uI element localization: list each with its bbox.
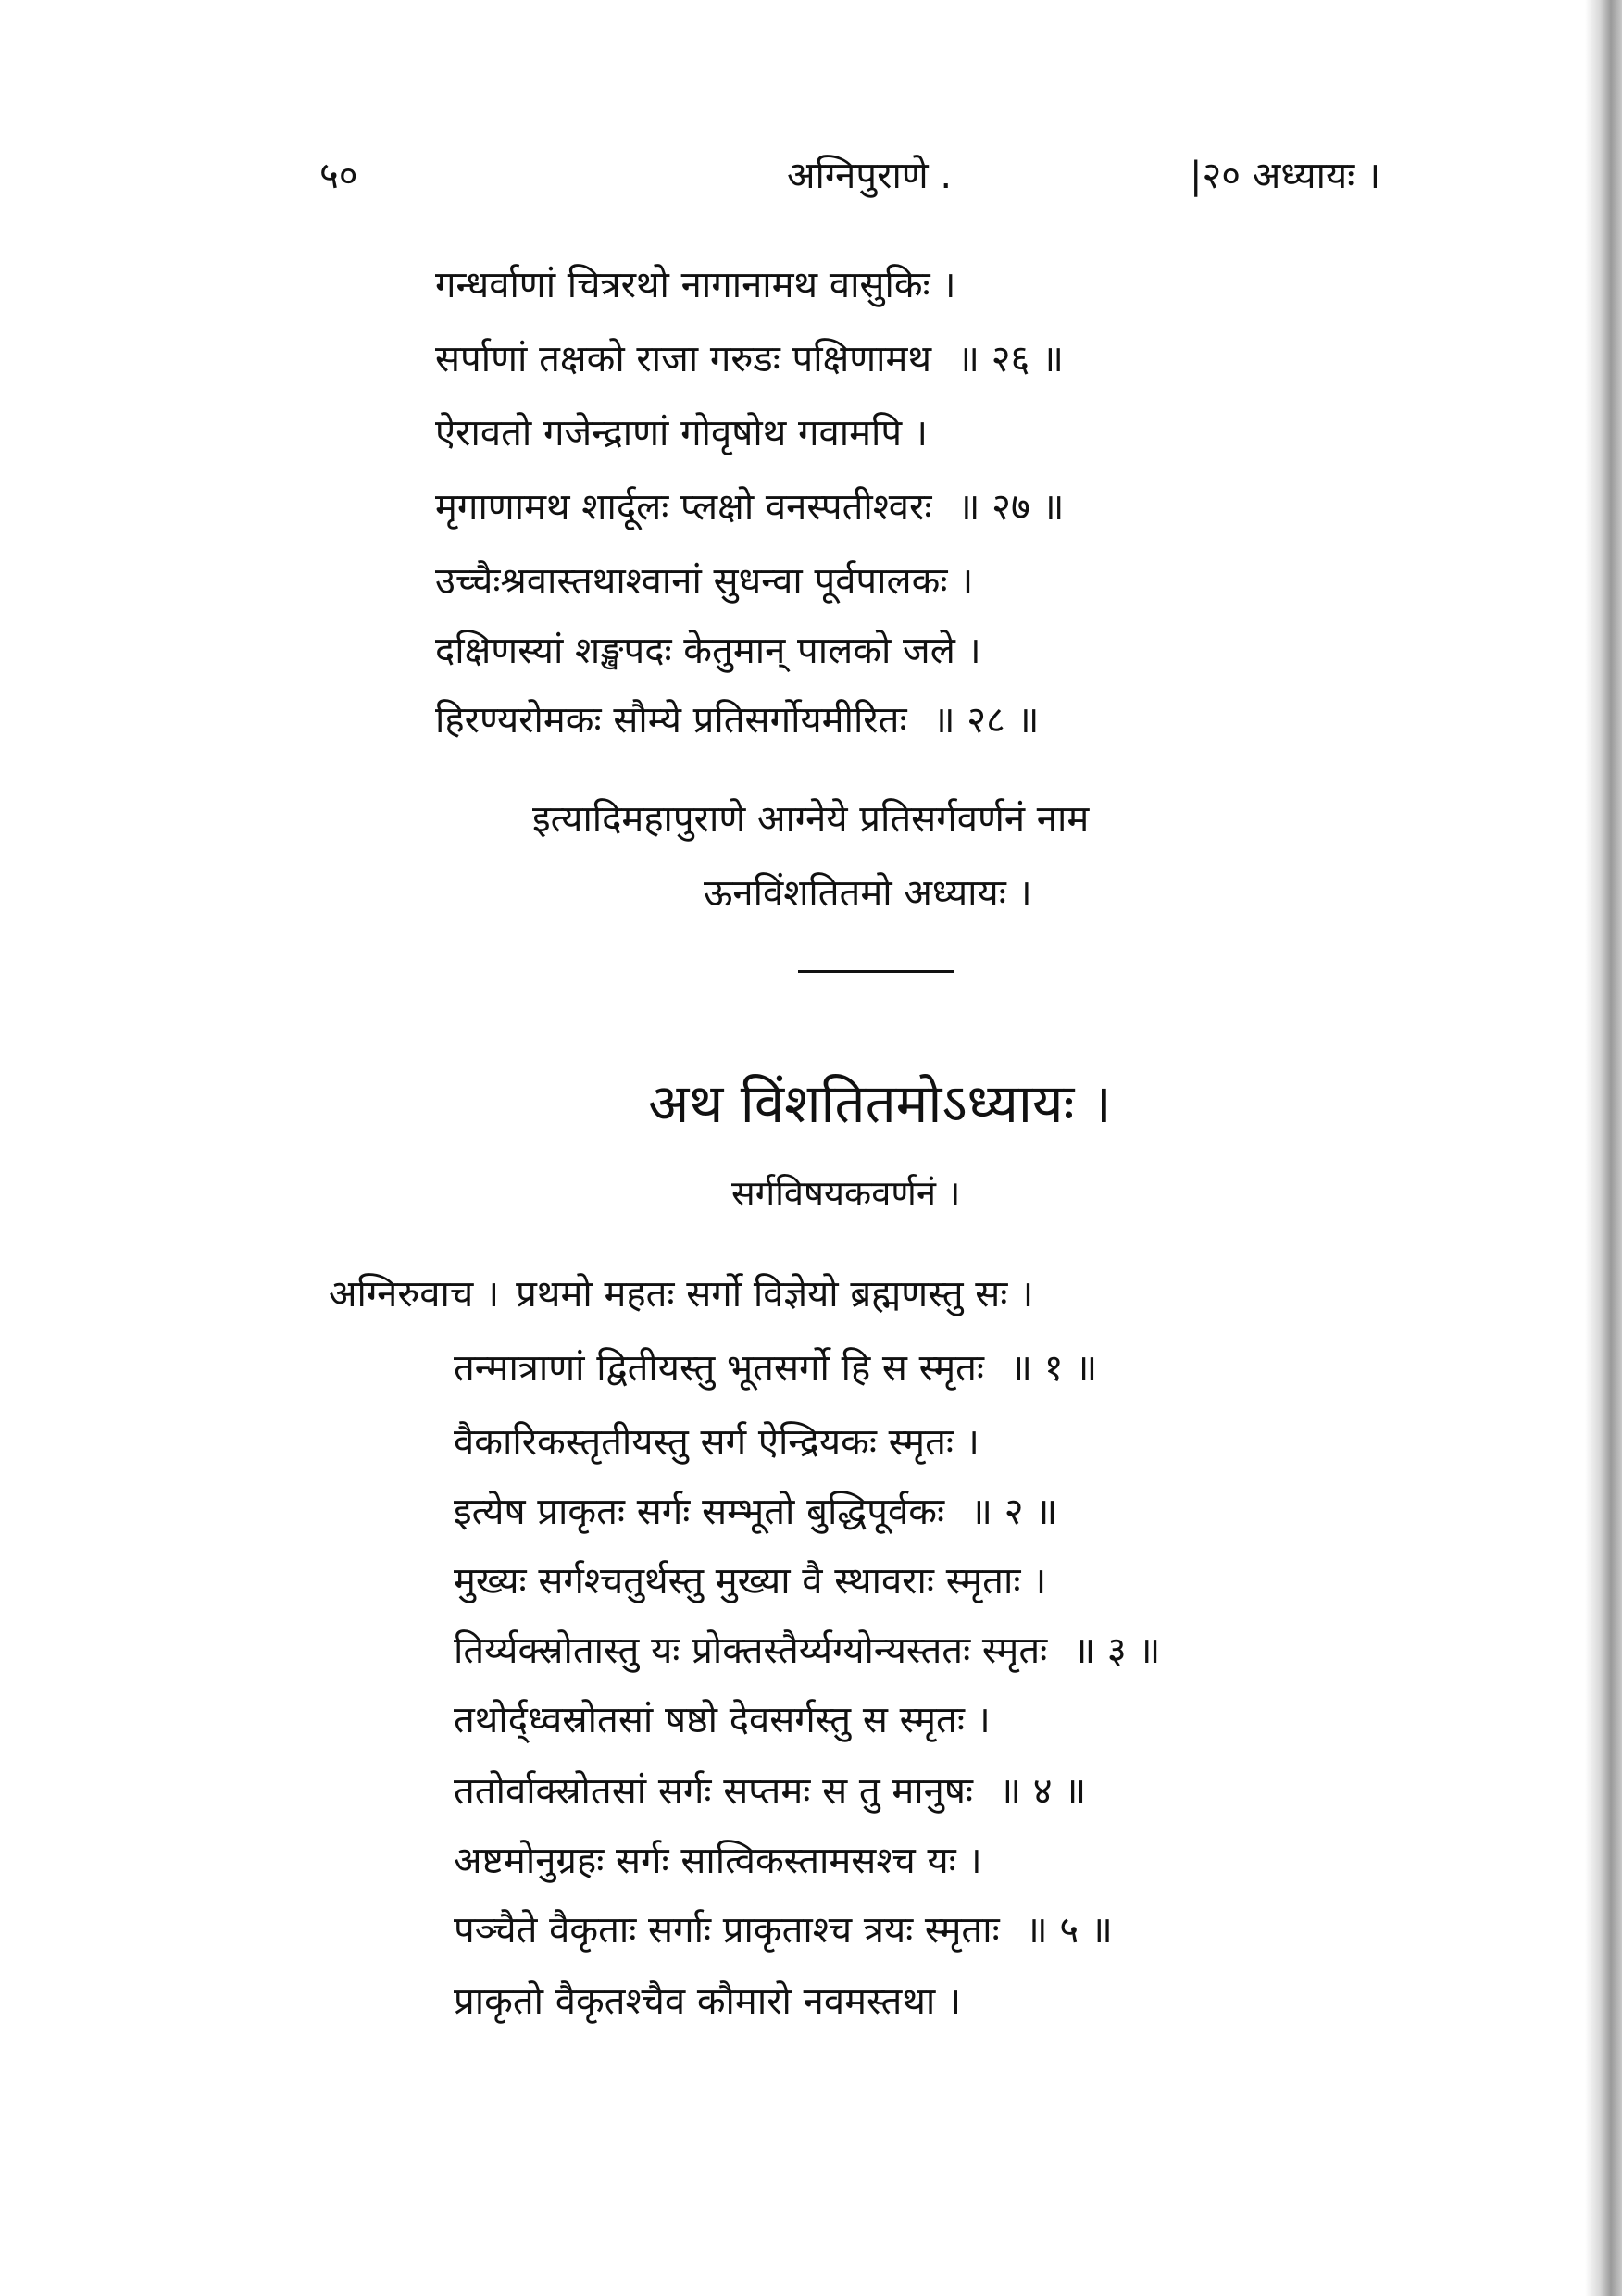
colophon-line: ऊनविंशतितमो अध्यायः । <box>704 872 1032 915</box>
verse-line <box>454 1974 961 2025</box>
running-title: अग्निपुराणे . <box>787 155 953 197</box>
verse-line <box>435 693 1040 743</box>
verse-line <box>435 554 973 605</box>
verse-number: ॥ ५ ॥ <box>1025 1909 1113 1952</box>
verse-line <box>454 1833 982 1884</box>
verse-line <box>435 480 1064 530</box>
colophon-line: इत्यादिमहापुराणे आग्नेये प्रतिसर्गवर्णनं नाम <box>532 798 1090 841</box>
verse-text: इत्येष प्राकृतः सर्गः सम्भूतो बुद्धिपूर्वकः <box>454 1491 945 1533</box>
verse-text: तिर्य्यक्स्रोतास्तु यः प्रोक्तस्तैर्य्यग्योन्यस्ततः स्मृतः <box>454 1629 1048 1672</box>
verse-line <box>435 406 928 456</box>
verse-line <box>435 257 956 308</box>
verse-line <box>454 1692 991 1743</box>
verse-text: सर्पाणां तक्षको राजा गरुडः पक्षिणामथ <box>435 338 932 381</box>
verse-text: मृगाणामथ शार्दूलः प्लक्षो वनस्पतीश्वरः <box>435 486 932 529</box>
verse-text: गन्धर्वाणां चित्ररथो नागानामथ वासुकिः । <box>435 264 956 306</box>
verse-text: तथोर्द्ध्वस्रोतसां षष्ठो देवसर्गस्तु स स्मृतः । <box>454 1699 991 1741</box>
running-chapter-label: |२० अध्यायः । <box>1190 155 1381 197</box>
verse-text: तन्मात्राणां द्वितीयस्तु भूतसर्गो हि स स्मृतः <box>454 1347 985 1390</box>
verse-number: ॥ २ ॥ <box>970 1491 1058 1533</box>
verse-number: ॥ २६ ॥ <box>957 338 1064 381</box>
verse-number: ॥ २८ ॥ <box>932 699 1040 742</box>
verse-line <box>454 1415 979 1466</box>
verse-text: मुख्यः सर्गश्चतुर्थस्तु मुख्या वै स्थावराः स्मृताः । <box>454 1560 1047 1603</box>
verse-text: ततोर्वाक्स्रोतसां सर्गः सप्तमः स तु मानुषः <box>454 1770 974 1813</box>
verse-number: ॥ २७ ॥ <box>957 486 1065 529</box>
verse-text: वैकारिकस्तृतीयस्तु सर्ग ऐन्द्रियकः स्मृतः । <box>454 1421 979 1464</box>
page-number: ५० <box>319 155 358 197</box>
section-divider <box>798 970 954 973</box>
verse-line <box>454 1484 1057 1535</box>
chapter-heading: अथ विंशतितमोऽध्यायः । <box>648 1072 1112 1135</box>
verse-text: उच्चैःश्रवास्तथाश्वानां सुधन्वा पूर्वपालकः । <box>435 560 974 603</box>
verse-text: ऐरावतो गजेन्द्राणां गोवृषोथ गवामपि । <box>435 412 928 455</box>
verse-text: पञ्चैते वैकृताः सर्गाः प्राकृताश्च त्रयः स्मृताः <box>454 1909 1000 1952</box>
verse-line <box>329 1267 1033 1317</box>
verse-number: ॥ ४ ॥ <box>999 1770 1087 1813</box>
verse-number: ॥ १ ॥ <box>1010 1347 1098 1390</box>
verse-number: ॥ ३ ॥ <box>1073 1629 1161 1672</box>
verse-text: हिरण्यरोमकः सौम्ये प्रतिसर्गोयमीरितः <box>435 699 907 742</box>
verse-line <box>454 1764 1086 1815</box>
verse-text: अष्टमोनुग्रहः सर्गः सात्विकस्तामसश्च यः । <box>454 1840 982 1882</box>
verse-line <box>454 1341 1097 1391</box>
page-edge-shadow <box>1585 0 1622 2296</box>
chapter-subheading: सर्गविषयकवर्णनं । <box>731 1173 961 1214</box>
verse-line <box>435 623 981 674</box>
speaker-label: अग्निरुवाच । <box>329 1273 500 1316</box>
verse-line <box>454 1903 1113 1953</box>
verse-line <box>454 1554 1046 1604</box>
verse-line <box>454 1623 1160 1674</box>
verse-text: प्रथमो महतः सर्गो विज्ञेयो ब्रह्मणस्तु सः । <box>516 1273 1034 1316</box>
verse-text: प्राकृतो वैकृतश्चैव कौमारो नवमस्तथा । <box>454 1980 962 2023</box>
verse-text: दक्षिणस्यां शङ्खपदः केतुमान् पालको जले । <box>435 630 981 672</box>
verse-line <box>435 331 1064 382</box>
